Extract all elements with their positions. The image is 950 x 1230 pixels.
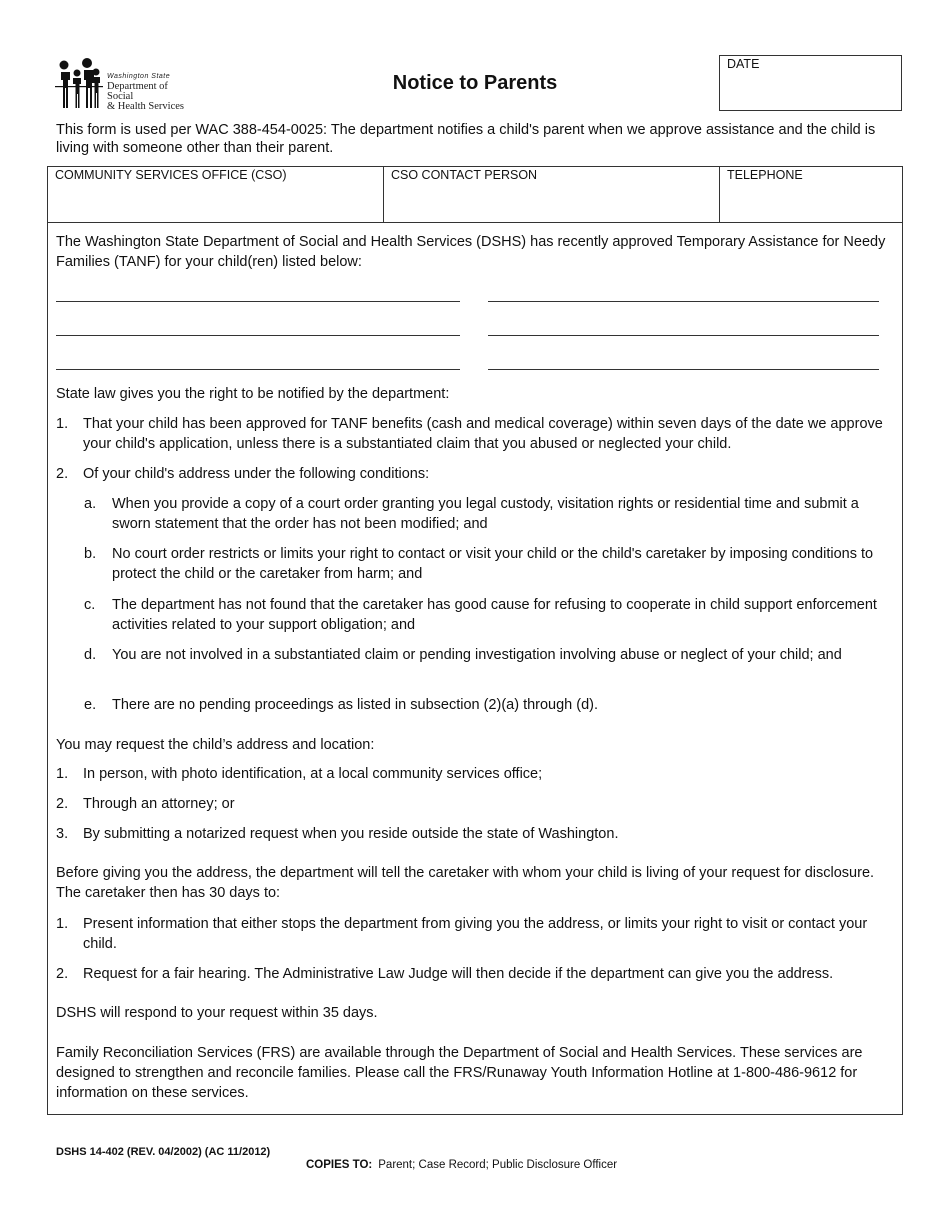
telephone-label: TELEPHONE	[727, 168, 803, 182]
request-method-number: 2.	[56, 796, 69, 812]
rights-item-text: That your child has been approved for TANF benefits (cash and medical coverage) within seven days of the date we approve your child's application, unless there is a substantiated claim that you abused or neglected your child.	[83, 416, 883, 452]
cso-contact-label: CSO CONTACT PERSON	[391, 168, 538, 182]
condition-text: You are not involved in a substantiated claim or pending investigation involving abuse or neglect of your child; and	[112, 647, 842, 663]
request-method-text: In person, with photo identification, at a local community services office;	[83, 766, 543, 782]
response-text: DSHS will respond to your request within 35 days.	[56, 1005, 378, 1021]
condition-letter: b.	[84, 546, 97, 562]
cso-office-field[interactable]	[48, 167, 384, 222]
logo-line-2: Department of Social	[107, 81, 168, 102]
intro-text: This form is used per WAC 388-454-0025: The department notifies a child's parent when we approve assistance and the child is living with someone other than their parent.	[56, 122, 876, 156]
copies-to	[306, 1159, 617, 1171]
condition-letter: e.	[84, 697, 97, 713]
logo-text	[107, 72, 195, 112]
child-name-line-6[interactable]	[488, 369, 879, 370]
page-title: Notice to Parents	[392, 72, 558, 94]
cso-table	[47, 166, 903, 223]
cso-contact-field[interactable]	[384, 167, 720, 222]
request-method-text: Through an attorney; or	[83, 796, 235, 812]
approval-text: The Washington State Department of Social and Health Services (DSHS) has recently approved Temporary Assistance for Needy Families (TANF) for your child(ren) listed below:	[56, 234, 886, 270]
condition-text: There are no pending proceedings as listed in subsection (2)(a) through (d).	[112, 697, 599, 713]
rights-item-text: Of your child's address under the following conditions:	[83, 466, 430, 482]
rights-item-number: 1.	[56, 416, 69, 432]
condition-text: The department has not found that the caretaker has good cause for refusing to cooperate in child support enforcement activities related to your support obligation; and	[112, 597, 877, 633]
telephone-field[interactable]	[720, 167, 902, 222]
caretaker-option-number: 1.	[56, 916, 69, 932]
condition-letter: c.	[84, 597, 96, 613]
cso-office-label: COMMUNITY SERVICES OFFICE (CSO)	[55, 168, 287, 182]
request-method-text: By submitting a notarized request when you reside outside the state of Washington.	[83, 826, 619, 842]
child-name-line-2[interactable]	[488, 301, 879, 302]
dshs-logo	[55, 58, 195, 110]
child-name-line-1[interactable]	[56, 301, 460, 302]
copies-label: COPIES TO:	[306, 1159, 373, 1171]
frs-text: Family Reconciliation Services (FRS) are available through the Department of Social and Health Services. These services are designed to strengthen and reconcile families. Please call the FRS/Runaway Youth Information Hotline at 1-800-486-9612 for information on these services.	[56, 1045, 863, 1101]
condition-letter: d.	[84, 647, 97, 663]
condition-text: No court order restricts or limits your right to contact or visit your child or the child's caretaker by imposing conditions to protect the child or the caretaker from harm; and	[112, 546, 874, 582]
copies-value: Parent; Case Record; Public Disclosure Officer	[378, 1159, 618, 1171]
request-intro: You may request the child’s address and location:	[56, 737, 375, 753]
rights-item-number: 2.	[56, 466, 69, 482]
request-method-number: 3.	[56, 826, 69, 842]
child-name-line-4[interactable]	[488, 335, 879, 336]
logo-line-3: & Health Services	[107, 101, 184, 112]
form-id: DSHS 14-402 (REV. 04/2002) (AC 11/2012)	[56, 1146, 271, 1158]
before-text: Before giving you the address, the department will tell the caretaker with whom your child is living of your request for disclosure. The caretaker then has 30 days to:	[56, 865, 875, 901]
rights-intro: State law gives you the right to be notified by the department:	[56, 386, 450, 402]
caretaker-option-text: Request for a fair hearing. The Administrative Law Judge will then decide if the department can give you the address.	[83, 966, 834, 982]
date-field[interactable]	[719, 55, 902, 111]
condition-text: When you provide a copy of a court order granting you legal custody, visitation rights or residential time and submit a sworn statement that the order has not been modified; and	[112, 496, 859, 532]
child-name-line-3[interactable]	[56, 335, 460, 336]
logo-line-1: Washington State	[107, 73, 171, 80]
caretaker-option-text: Present information that either stops the department from giving you the address, or limits your right to visit or contact your child.	[83, 916, 868, 952]
family-figures-icon	[55, 58, 105, 110]
request-method-number: 1.	[56, 766, 69, 782]
condition-letter: a.	[84, 496, 97, 512]
child-name-line-5[interactable]	[56, 369, 460, 370]
caretaker-option-number: 2.	[56, 966, 69, 982]
date-label: DATE	[727, 57, 760, 71]
